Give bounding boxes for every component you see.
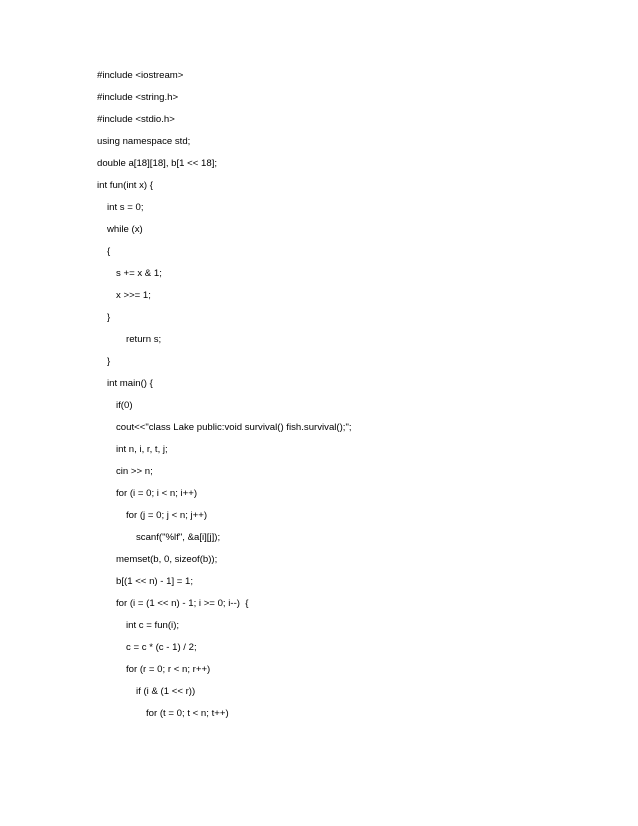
code-line: int c = fun(i);: [126, 620, 180, 631]
code-listing: [97, 69, 617, 729]
code-line: cin >> n;: [116, 466, 153, 477]
code-line: for (t = 0; t < n; t++): [146, 708, 229, 719]
code-line: c = c * (c - 1) / 2;: [126, 642, 197, 653]
code-line: }: [107, 312, 111, 323]
code-line: using namespace std;: [97, 136, 191, 147]
code-line: b[(1 << n) - 1] = 1;: [116, 576, 194, 587]
code-line: }: [107, 356, 111, 367]
code-line: if (i & (1 << r)): [136, 686, 196, 697]
code-line: for (j = 0; j < n; j++): [126, 510, 208, 521]
code-line: memset(b, 0, sizeof(b));: [116, 554, 218, 565]
code-line: double a[18][18], b[1 << 18];: [97, 158, 218, 169]
code-line: if(0): [116, 400, 133, 411]
code-line: int main() {: [107, 378, 153, 389]
code-line: return s;: [126, 334, 162, 345]
code-line: while (x): [107, 224, 143, 235]
code-line: #include <iostream>: [97, 70, 184, 81]
code-line: x >>= 1;: [116, 290, 151, 301]
code-line: s += x & 1;: [116, 268, 162, 279]
code-line: int fun(int x) {: [97, 180, 153, 191]
code-line: #include <stdio.h>: [97, 114, 175, 125]
code-line: int s = 0;: [107, 202, 144, 213]
code-line: int n, i, r, t, j;: [116, 444, 168, 455]
code-line: {: [107, 246, 111, 257]
code-line: for (i = 0; i < n; i++): [116, 488, 198, 499]
code-line: for (i = (1 << n) - 1; i >= 0; i--) {: [116, 598, 249, 609]
code-line: cout<<"class Lake public:void survival() fish.survival();";: [116, 422, 352, 433]
code-line: #include <string.h>: [97, 92, 179, 103]
code-line: for (r = 0; r < n; r++): [126, 664, 211, 675]
code-line: scanf("%lf", &a[i][j]);: [136, 532, 221, 543]
